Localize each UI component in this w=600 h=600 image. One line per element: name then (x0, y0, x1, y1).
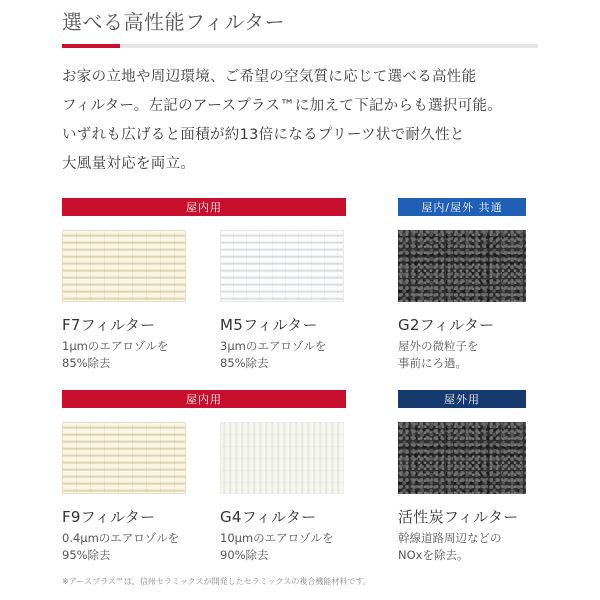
page-title: 選べる高性能フィルター (62, 10, 286, 34)
title-underline (62, 44, 538, 48)
f7-filter-desc (62, 338, 168, 372)
intro-paragraph (62, 63, 542, 179)
desc-line: 3μmのエアロゾルを (220, 339, 327, 353)
g4-filter-name: G4フィルター (220, 508, 317, 526)
g2-filter-name: G2フィルター (398, 316, 495, 334)
f7-filter-name: F7フィルター (62, 316, 156, 334)
desc-line: 10μmのエアロゾルを (220, 531, 334, 545)
desc-line: 85%除去 (62, 356, 111, 370)
desc-line: 幹線道路周辺などの (398, 531, 502, 545)
desc-line: 事前にろ過。 (398, 356, 467, 370)
intro-line: いずれも広げると面積が約13倍になるプリーツ状で耐久性と (62, 127, 465, 143)
shared-banner: 屋内/屋外 共通 (398, 198, 526, 216)
title-accent-bar (62, 44, 120, 48)
g2-filter-desc (398, 338, 479, 372)
f9-filter-desc (62, 530, 179, 564)
desc-line: NOxを除去。 (398, 548, 469, 562)
desc-line: 1μmのエアロゾルを (62, 339, 169, 353)
carbon-filter-desc (398, 530, 502, 564)
desc-line: 0.4μmのエアロゾルを (62, 531, 180, 545)
desc-line: 85%除去 (220, 356, 269, 370)
desc-line: 屋外の微粒子を (398, 339, 479, 353)
indoor-banner-bottom: 屋内用 (62, 390, 346, 408)
f9-filter-name: F9フィルター (62, 508, 156, 526)
intro-line: お家の立地や周辺環境、ご希望の空気質に応じて選べる高性能 (62, 69, 477, 85)
outdoor-banner: 屋外用 (398, 390, 526, 408)
f7-filter-image (62, 230, 186, 302)
intro-line: フィルター。左記のアースプラス™に加えて下記からも選択可能。 (62, 98, 503, 114)
carbon-filter-image (398, 422, 526, 494)
desc-line: 95%除去 (62, 548, 111, 562)
intro-line: 大風量対応を両立。 (62, 156, 196, 172)
carbon-filter-name: 活性炭フィルター (398, 508, 519, 526)
indoor-banner-top: 屋内用 (62, 198, 346, 216)
desc-line: 90%除去 (220, 548, 269, 562)
g2-filter-image (398, 230, 526, 302)
footnote: ※アースプラス™は、信州セラミックスが開発したセラミックスの複合機能材料です。 (62, 577, 371, 586)
m5-filter-image (220, 230, 344, 302)
m5-filter-name: M5フィルター (220, 316, 318, 334)
g4-filter-image (220, 422, 344, 494)
g4-filter-desc (220, 530, 334, 564)
m5-filter-desc (220, 338, 326, 372)
f9-filter-image (62, 422, 186, 494)
